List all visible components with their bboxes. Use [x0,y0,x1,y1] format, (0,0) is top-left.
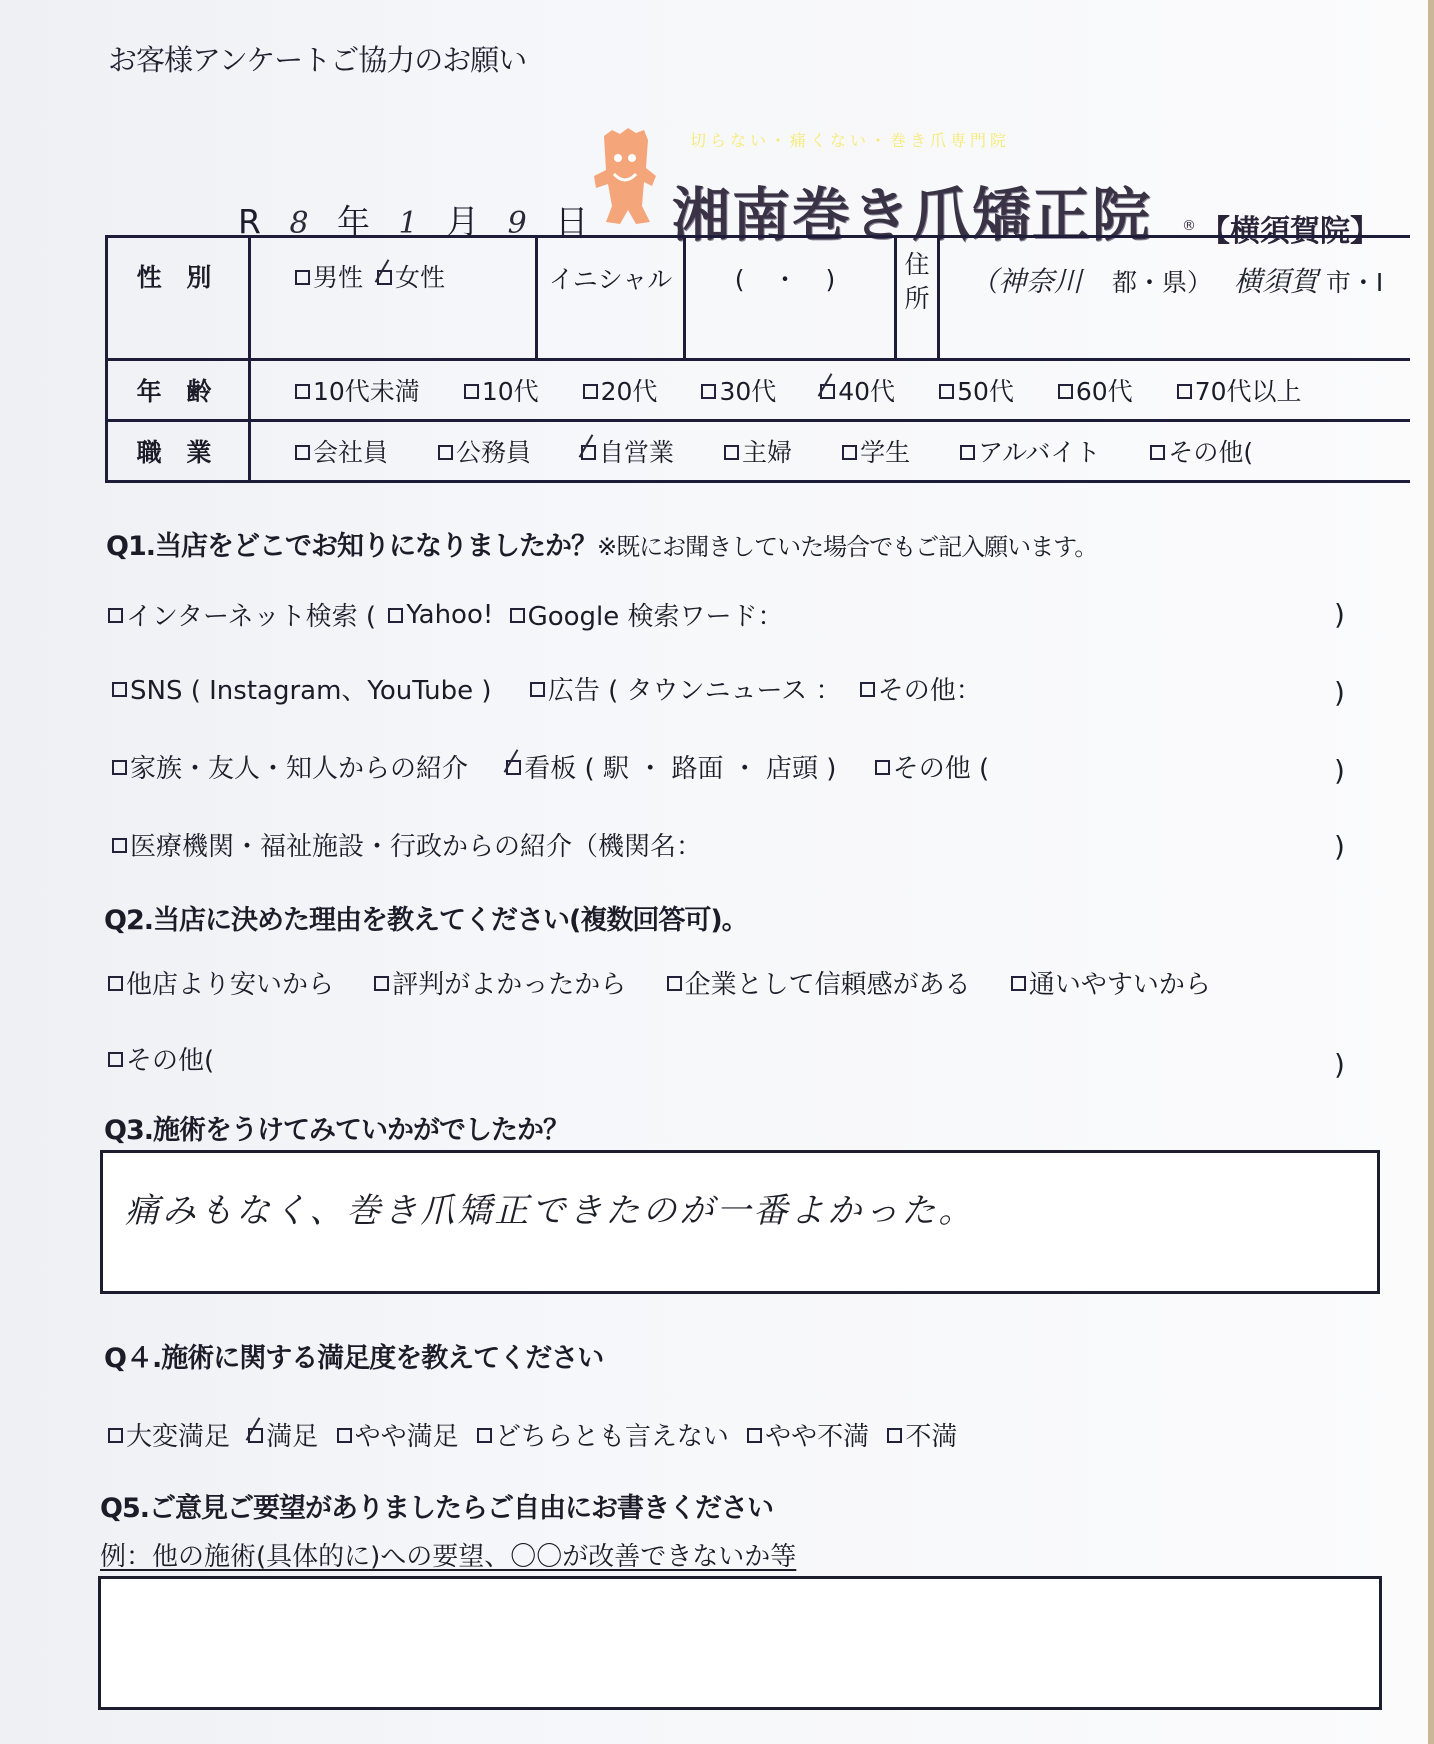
q4-option-dissatisfied[interactable]: 不満 [887,1416,957,1453]
checkbox-icon[interactable] [1150,445,1165,460]
checkbox-icon[interactable] [530,682,545,697]
q1-row4-close: ) [1334,830,1345,863]
date-year[interactable]: 8 [289,206,309,241]
q1-row3-close: ) [1334,754,1345,787]
checked-checkbox-icon[interactable] [506,760,521,775]
q1-sns-row [112,670,982,707]
survey-title: お客様アンケートご協力のお願い [108,43,527,77]
prefecture-handwritten: （神奈川 [970,265,1083,298]
occupation-option-self-employed[interactable]: 自営業 [581,433,674,469]
q4-options-row [108,1416,957,1453]
q1-internet-row [108,596,784,633]
checkbox-icon[interactable] [510,608,525,623]
date-month[interactable]: 1 [398,206,418,241]
age-option-20s[interactable]: 20代 [583,372,658,408]
checkbox-icon[interactable] [747,1428,762,1443]
city-suffix: 市・Ⅰ [1325,268,1384,297]
q2-option-reputation[interactable]: 評判がよかったから [374,964,626,1001]
age-option-50s[interactable]: 50代 [939,372,1014,408]
age-label: 年 齢 [107,360,250,421]
date-era: R [238,202,261,241]
q2-option-other[interactable]: その他( [108,1040,214,1077]
q2-question: Q2.当店に決めた理由を教えてください(複数回答可)。 [104,905,748,936]
occupation-option-employee[interactable]: 会社員 [295,433,388,469]
q2-option-cheaper[interactable]: 他店より安いから [108,964,334,1001]
q1-row1-close: ) [1334,598,1345,631]
gender-option-female[interactable]: 女性 [377,258,445,294]
checkbox-icon[interactable] [1011,976,1026,991]
checkbox-icon[interactable] [374,976,389,991]
checkbox-icon[interactable] [108,1052,123,1067]
age-option-30s[interactable]: 30代 [701,372,776,408]
checkbox-icon[interactable] [464,384,479,399]
occupation-option-part-time[interactable]: アルバイト [960,433,1100,469]
checkbox-icon[interactable] [939,384,954,399]
checkbox-icon[interactable] [108,976,123,991]
occupation-option-homemaker[interactable]: 主婦 [724,433,792,469]
q1-option-sns[interactable]: SNS ( Instagram、YouTube ) [112,670,492,707]
q1-option-google[interactable]: Google 検索ワード： [510,596,784,633]
checkbox-icon[interactable] [112,682,127,697]
checkbox-icon[interactable] [667,976,682,991]
q5-example: 例：他の施術(具体的に)への要望、〇〇が改善できないか等 [100,1542,797,1572]
q3-question: Q3.施術をうけてみていかがでしたか？ [104,1115,569,1146]
q3-answer-box[interactable] [100,1150,1380,1294]
q5-answer-box[interactable] [98,1576,1382,1710]
occupation-options [250,421,1411,482]
age-option-60s[interactable]: 60代 [1058,372,1133,408]
occupation-label: 職 業 [107,421,250,482]
checkbox-icon[interactable] [112,838,127,853]
q1-option-ad[interactable]: 広告 ( タウンニュース ： [530,670,842,707]
clinic-name: 湘南巻き爪矯正院 [672,181,1153,249]
q1-option-medical-referral[interactable]: 医療機関・福祉施設・行政からの紹介（機関名： [112,826,702,863]
checked-checkbox-icon[interactable] [248,1428,263,1443]
q2-other-close: ) [1334,1048,1345,1081]
checkbox-icon[interactable] [108,608,123,623]
gender-option-male[interactable]: 男性 [295,258,363,294]
logo-tagline: 切らない・痛くない・巻き爪専門院 [690,131,1011,150]
q4-option-somewhat-satisfied[interactable]: やや満足 [337,1416,459,1453]
q4-option-satisfied[interactable]: 満足 [248,1416,318,1453]
prefecture-suffix: 都・県） [1111,268,1212,297]
q5-question: Q5.ご意見ご要望がありましたらご自由にお書きください [100,1493,773,1524]
initials-label: イニシャル [537,237,685,360]
q1-medical-row [112,826,702,863]
date-day[interactable]: 9 [507,206,527,241]
checkbox-icon[interactable] [1058,384,1073,399]
occupation-option-other[interactable]: その他( [1150,433,1253,469]
checkbox-icon[interactable] [112,760,127,775]
q1-option-family-referral[interactable]: 家族・友人・知人からの紹介 [112,748,468,785]
q1-referral-row [112,748,989,785]
gender-label: 性 別 [107,237,250,360]
checkbox-icon[interactable] [295,445,310,460]
age-option-40s[interactable]: 40代 [820,372,895,408]
q4-option-neutral[interactable]: どちらとも言えない [477,1416,729,1453]
q1-option-yahoo[interactable]: Yahoo! [388,600,493,630]
q2-option-convenient[interactable]: 通いやすいから [1011,964,1211,1001]
checkbox-icon[interactable] [295,384,310,399]
checkbox-icon[interactable] [960,445,975,460]
mascot-logo-icon [590,128,660,228]
q1-note: ※既にお聞きしていた場合でもご記入願います。 [597,533,1098,561]
q1-question: Q1.当店をどこでお知りになりましたか？※既にお聞きしていた場合でもご記入願います。 [106,531,1098,562]
checkbox-icon[interactable] [724,445,739,460]
checkbox-icon[interactable] [887,1428,902,1443]
checked-checkbox-icon[interactable] [581,445,596,460]
initials-field[interactable]: ( ・ ) [685,237,896,360]
registered-mark: ® [1182,218,1196,234]
q2-other-row [108,1040,262,1077]
q3-handwritten-answer: 痛みもなく、巻き爪矯正できたのが一番よかった。 [125,1191,976,1231]
checkbox-icon[interactable] [438,445,453,460]
branch-name: 【横須賀院】 [1200,214,1380,249]
checkbox-icon[interactable] [295,270,310,285]
checkbox-icon[interactable] [860,682,875,697]
q4-option-somewhat-dissatisfied[interactable]: やや不満 [747,1416,869,1453]
checkbox-icon[interactable] [875,760,890,775]
checkbox-icon[interactable] [477,1428,492,1443]
age-option-under10[interactable]: 10代未満 [295,372,420,408]
age-option-10s[interactable]: 10代 [464,372,539,408]
q2-options-row [108,964,1211,1001]
date-year-label: 年 [337,202,371,241]
customer-info-table [105,235,1410,483]
address-field[interactable] [939,237,1411,360]
checkbox-icon[interactable] [701,384,716,399]
age-option-70plus[interactable]: 70代以上 [1177,372,1302,408]
gender-options [250,237,537,360]
checkbox-icon[interactable] [1177,384,1192,399]
q1-option-internet[interactable]: インターネット検索 ( [108,596,376,633]
checkbox-icon[interactable] [108,1428,123,1443]
checked-checkbox-icon[interactable] [820,384,835,399]
checkbox-icon[interactable] [583,384,598,399]
date-month-label: 月 [446,202,480,241]
occupation-option-student[interactable]: 学生 [842,433,910,469]
city-handwritten: 横須賀 [1233,265,1318,298]
checkbox-icon[interactable] [842,445,857,460]
q1-option-signboard[interactable]: 看板 ( 駅 ・ 路面 ・ 店頭 ) [506,748,836,785]
checkbox-icon[interactable] [388,608,403,623]
checkbox-icon[interactable] [337,1428,352,1443]
date-day-label: 日 [555,202,589,241]
checked-checkbox-icon[interactable] [377,270,392,285]
address-label: 住 所 [896,237,939,360]
q1-option-other-1[interactable]: その他： [860,670,982,707]
q4-option-very-satisfied[interactable]: 大変満足 [108,1416,230,1453]
q2-option-trust[interactable]: 企業として信頼感がある [667,964,971,1001]
q1-row2-close: ) [1334,676,1345,709]
paper-edge [1428,0,1434,1744]
q1-option-other-2[interactable]: その他 ( [875,748,989,785]
occupation-option-civil-servant[interactable]: 公務員 [438,433,531,469]
age-options [250,360,1411,421]
q4-question: Q４.施術に関する満足度を教えてください [104,1343,604,1374]
